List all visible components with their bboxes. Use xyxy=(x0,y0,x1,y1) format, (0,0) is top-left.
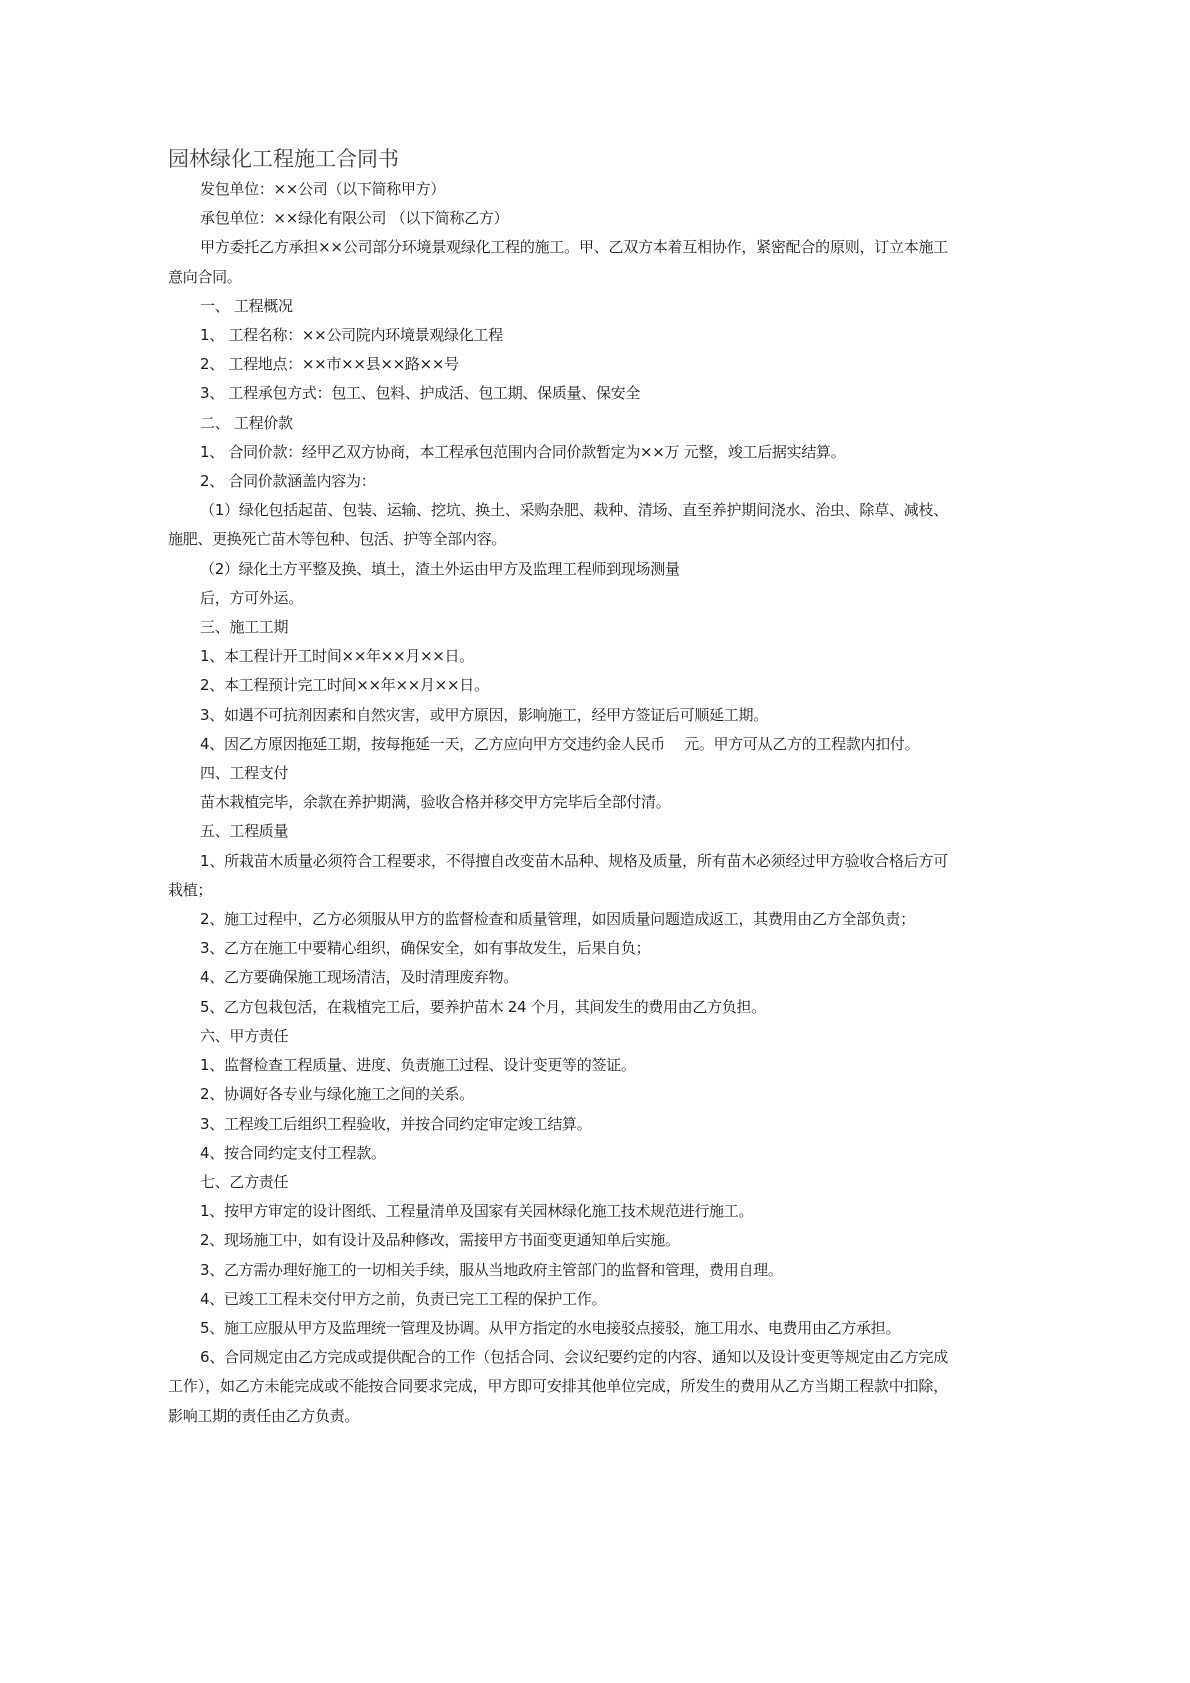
paragraph: 1、 工程名称：××公司院内环境景观绿化工程 xyxy=(200,326,503,345)
paragraph: 2、现场施工中，如有设计及品种修改，需接甲方书面变更通知单后实施。 xyxy=(200,1231,680,1250)
paragraph: 5、乙方包栽包活，在栽植完工后，要养护苗木 24 个月，其间发生的费用由乙方负担。 xyxy=(200,997,766,1016)
paragraph: 1、按甲方审定的设计图纸、工程量清单及国家有关园林绿化施工技术规范进行施工。 xyxy=(200,1202,754,1221)
paragraph-intro: 甲方委托乙方承担××公司部分环境景观绿化工程的施工。甲、乙双方本着互相协作，紧密配合的原则，订立本施工意向合同。 xyxy=(168,238,948,286)
section-heading-4: 四、工程支付 xyxy=(200,764,289,783)
paragraph: 2、 工程地点：××市××县××路××号 xyxy=(200,355,459,374)
paragraph-employer: 发包单位：××公司（以下简称甲方） xyxy=(200,180,446,198)
paragraph: 6、合同规定由乙方完成或提供配合的工作（包括合同、会议纪要约定的内容、通知以及设计变更等规定由乙方完成工作），如乙方未能完成或不能按合同要求完成，甲方即可安排其他单位完成，所发生的费用从乙方当期工程款中扣除，影响工期的责任由乙方负责。 xyxy=(168,1348,948,1425)
paragraph: 3、乙方在施工中要精心组织，确保安全，如有事故发生，后果自负； xyxy=(200,939,651,958)
paragraph: 4、按合同约定支付工程款。 xyxy=(200,1143,386,1162)
paragraph: 5、施工应服从甲方及监理统一管理及协调。从甲方指定的水电接驳点接驳，施工用水、电费用由乙方承担。 xyxy=(200,1318,901,1337)
paragraph: 1、 合同价款：经甲乙双方协商，本工程承包范围内合同价款暂定为××万 元整，竣工后据实结算。 xyxy=(200,442,846,461)
paragraph: 3、 工程承包方式：包工、包料、护成活、包工期、保质量、保安全 xyxy=(200,384,641,403)
paragraph: 1、监督检查工程质量、进度、负责施工过程、设计变更等的签证。 xyxy=(200,1056,636,1075)
paragraph: 1、本工程计开工时间××年××月××日。 xyxy=(200,647,474,666)
paragraph: 后，方可外运。 xyxy=(200,588,303,607)
document-title: 园林绿化工程施工合同书 xyxy=(168,147,399,171)
paragraph: 2、本工程预计完工时间××年××月××日。 xyxy=(200,676,489,695)
paragraph: 1、所栽苗木质量必须符合工程要求，不得擅自改变苗木品种、规格及质量，所有苗木必须经过甲方验收合格后方可栽植； xyxy=(168,851,948,899)
paragraph: 2、施工过程中，乙方必须服从甲方的监督检查和质量管理，如因质量问题造成返工，其费用由乙方全部负责； xyxy=(200,910,915,929)
section-heading-7: 七、乙方责任 xyxy=(200,1172,289,1191)
paragraph: 苗木栽植完毕，余款在养护期满，验收合格并移交甲方完毕后全部付清。 xyxy=(200,793,671,812)
paragraph-contractor: 承包单位：××绿化有限公司 （以下简称乙方） xyxy=(200,209,509,228)
paragraph: 2、协调好各专业与绿化施工之间的关系。 xyxy=(200,1085,474,1104)
paragraph: 2、 合同价款涵盖内容为： xyxy=(200,472,376,491)
section-heading-2: 二、 工程价款 xyxy=(200,413,293,432)
section-heading-6: 六、甲方责任 xyxy=(200,1026,289,1045)
section-heading-1: 一、 工程概况 xyxy=(200,296,293,315)
paragraph: 3、工程竣工后组织工程验收，并按合同约定审定竣工结算。 xyxy=(200,1114,592,1133)
paragraph: 4、乙方要确保施工现场清洁，及时清理废弃物。 xyxy=(200,968,518,987)
paragraph: 4、已竣工工程未交付甲方之前，负责已完工工程的保护工作。 xyxy=(200,1289,607,1308)
paragraph: 4、因乙方原因拖延工期，按每拖延一天，乙方应向甲方交违约金人民币 元。甲方可从乙方的工程款内扣付。 xyxy=(200,734,920,753)
section-heading-3: 三、施工工期 xyxy=(200,618,289,637)
paragraph: （1）绿化包括起苗、包装、运输、挖坑、换土、采购杂肥、栽种、清场、直至养护期间浇水、治虫、除草、减枝、施肥、更换死亡苗木等包种、包活、护等全部内容。 xyxy=(168,501,948,549)
paragraph: 3、如遇不可抗剂因素和自然灾害，或甲方原因，影响施工，经甲方签证后可顺延工期。 xyxy=(200,705,768,724)
section-heading-5: 五、工程质量 xyxy=(200,822,289,841)
paragraph: （2）绿化土方平整及换、填土，渣土外运由甲方及监理工程师到现场测量 xyxy=(200,559,680,578)
paragraph: 3、乙方需办理好施工的一切相关手续，服从当地政府主管部门的监督和管理，费用自理。 xyxy=(200,1260,783,1279)
document-page xyxy=(168,143,948,1431)
